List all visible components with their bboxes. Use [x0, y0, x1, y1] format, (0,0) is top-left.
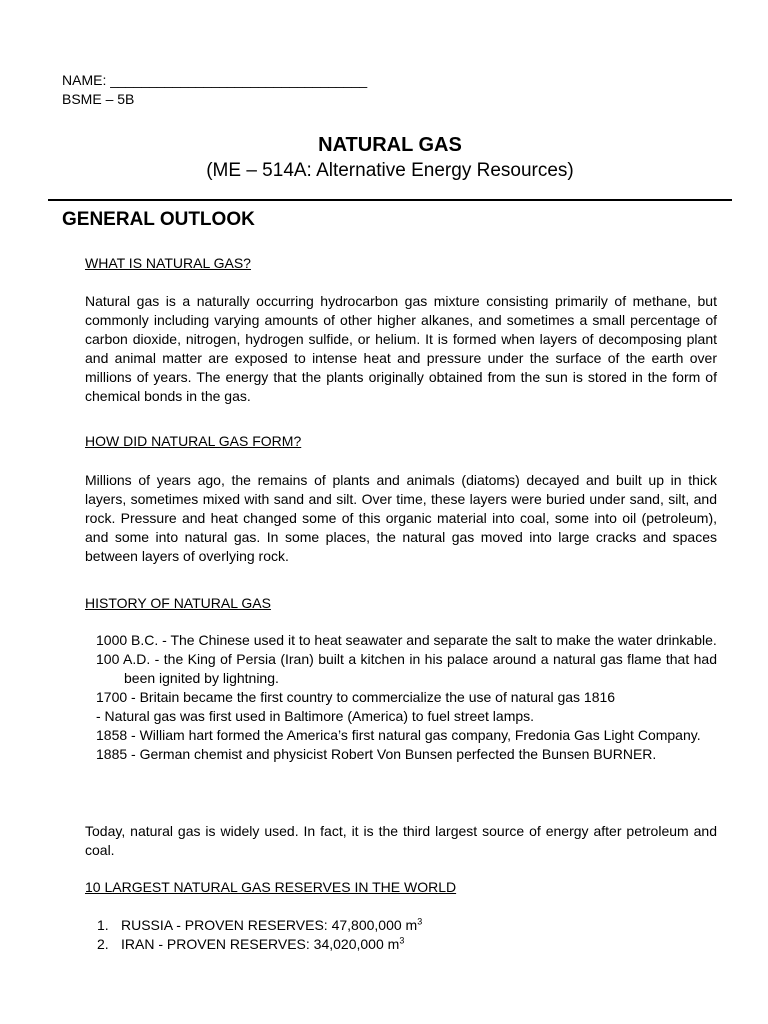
what-is-heading: WHAT IS NATURAL GAS? — [85, 255, 251, 271]
history-item: 1858 - William hart formed the America’s first natural gas company, Fredonia Gas Light Company. — [96, 727, 701, 743]
document-title: NATURAL GAS — [318, 134, 462, 156]
reserve-item — [97, 916, 422, 935]
reserve-item-number: 2. — [97, 936, 109, 952]
reserve-item-label: RUSSIA - PROVEN RESERVES: 47,800,000 m — [121, 917, 418, 933]
today-paragraph: Today, natural gas is widely used. In fact, it is the third largest source of energy after petroleum and coal. — [85, 823, 717, 858]
reserve-item — [97, 935, 422, 954]
history-item: 1000 B.C. - The Chinese used it to heat seawater and separate the salt to make the water drinkable. — [96, 632, 717, 648]
unit-exponent: 3 — [399, 935, 405, 946]
history-item: - Natural gas was first used in Baltimore (America) to fuel street lamps. — [96, 708, 535, 724]
what-is-paragraph: Natural gas is a naturally occurring hydrocarbon gas mixture consisting primarily of methane, but commonly including varying amounts of other higher alkanes, and sometimes a small percentage of carbon dioxide, nitrogen, hydrogen sulfide, or helium. It is formed when layers of decomposing plant and animal matter are exposed to intense heat and pressure under the surface of the earth over millions of years. The energy that the plants originally obtained from the sun is stored in the form of chemical bonds in the gas. — [85, 293, 717, 404]
reserve-item-number: 1. — [97, 917, 109, 933]
document-subtitle: (ME – 514A: Alternative Energy Resources) — [206, 160, 574, 181]
history-list — [85, 631, 717, 764]
how-form-paragraph: Millions of years ago, the remains of plants and animals (diatoms) decayed and built up in thick layers, sometimes mixed with sand and silt. Over time, these layers were buried under sand, silt, and rock. Pressure and heat changed some of this organic material into coal, some into oil (petroleum), and some into natural gas. In some places, the natural gas moved into large cracks and spaces between layers of overlying rock. — [85, 472, 717, 564]
history-heading: HISTORY OF NATURAL GAS — [85, 595, 271, 611]
history-item: 1885 - German chemist and physicist Robert Von Bunsen perfected the Bunsen BURNER. — [96, 746, 657, 762]
history-item: 100 A.D. - the King of Persia (Iran) built a kitchen in his palace around a natural gas flame that had been ignited by lightning. — [96, 651, 717, 686]
how-form-heading: HOW DID NATURAL GAS FORM? — [85, 433, 302, 449]
section-heading: GENERAL OUTLOOK — [62, 209, 255, 230]
reserves-heading: 10 LARGEST NATURAL GAS RESERVES IN THE WORLD — [85, 879, 457, 895]
reserve-item-text — [121, 916, 422, 935]
title-divider — [48, 199, 732, 201]
reserves-list — [97, 916, 422, 954]
class-label: BSME – 5B — [62, 91, 135, 107]
history-item: 1700 - Britain became the first country to commercialize the use of natural gas 1816 — [96, 689, 616, 705]
reserve-item-text — [121, 935, 404, 954]
reserve-item-label: IRAN - PROVEN RESERVES: 34,020,000 m — [121, 936, 400, 952]
unit-exponent: 3 — [417, 916, 423, 927]
name-field-label: NAME: _________________________________ — [62, 72, 368, 88]
